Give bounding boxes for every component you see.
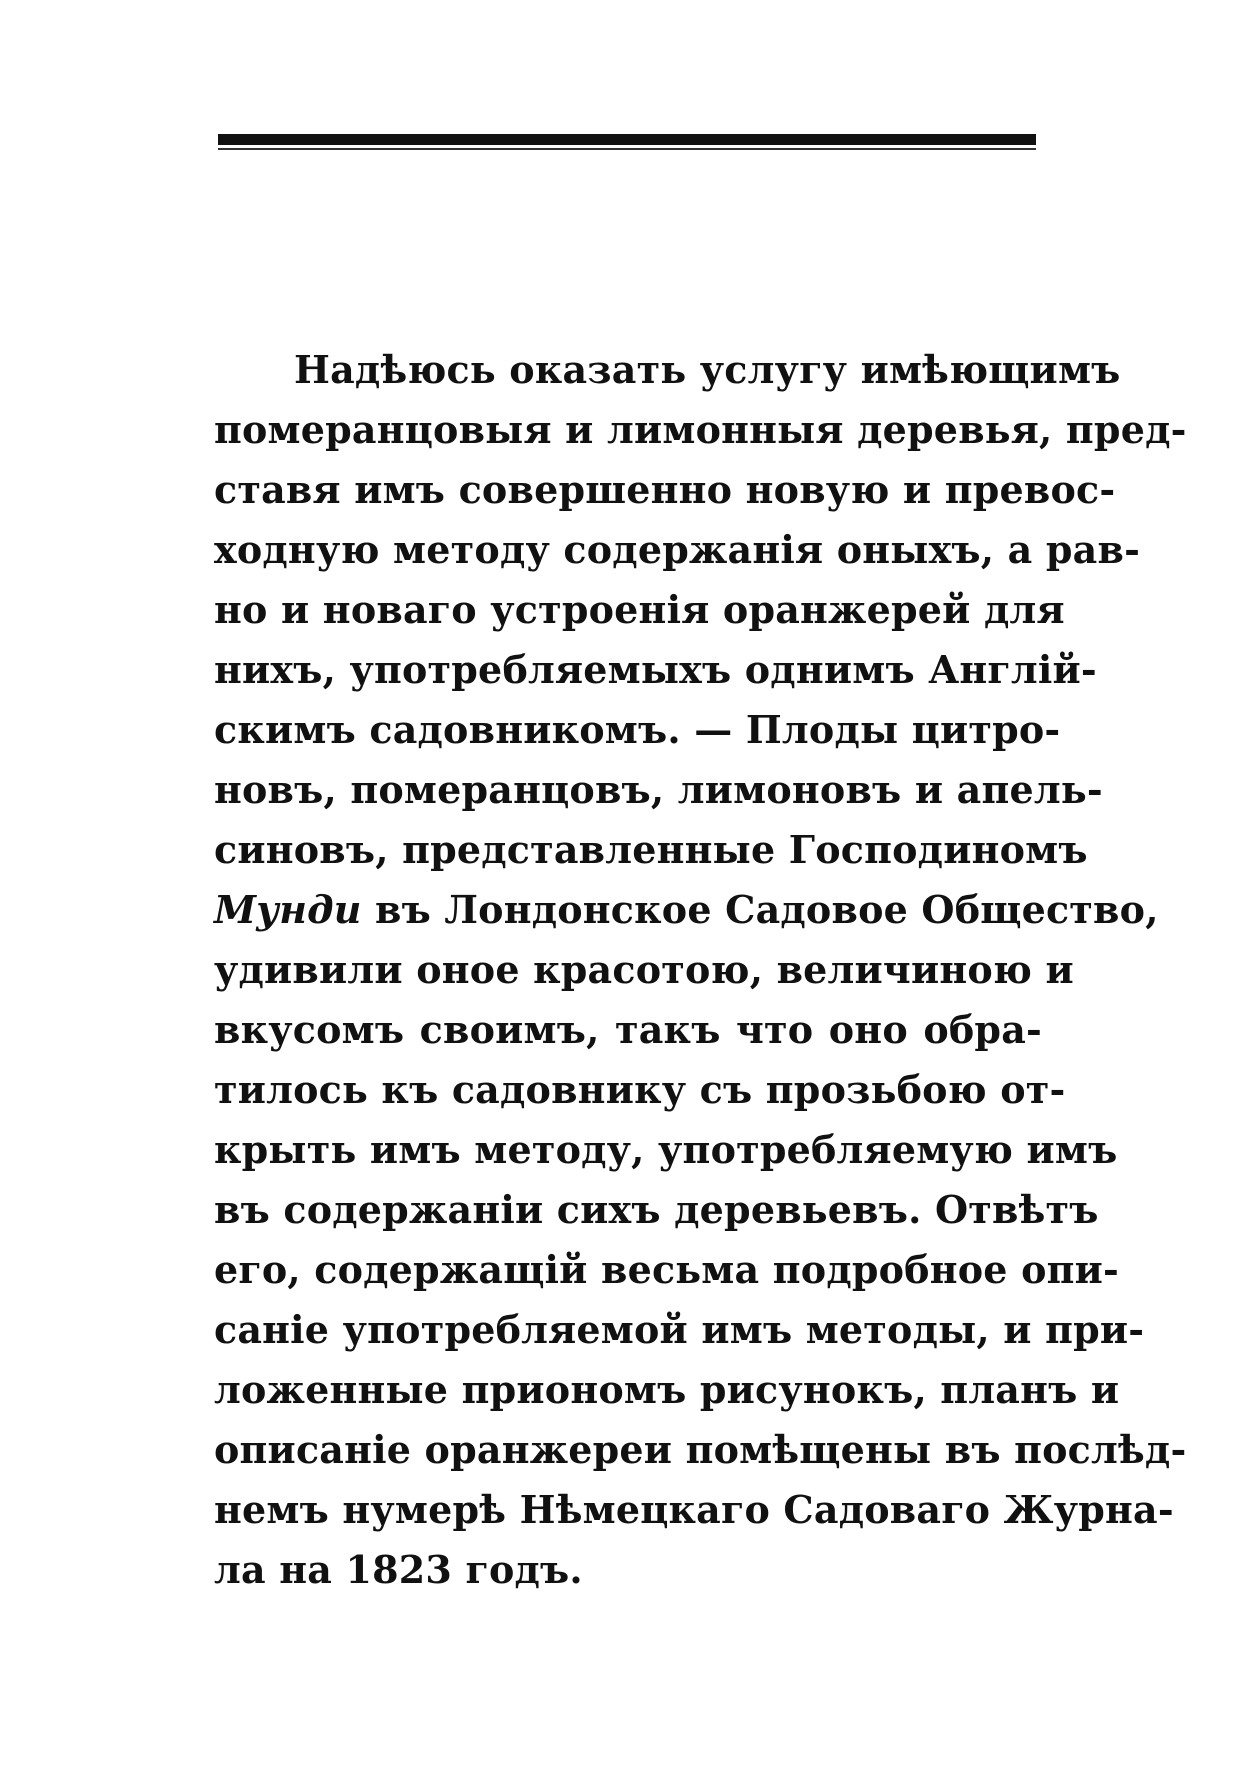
italic-name: Мунди (214, 887, 362, 932)
text-line: ла на 1823 годъ. (214, 1547, 583, 1592)
text-line: вкусомъ своимъ, такъ что оно обра- (214, 1007, 1042, 1052)
text-line: нихъ, употребляемыхъ однимъ Англій- (214, 647, 1097, 692)
text-line: немъ нумерѣ Нѣмецкаго Садоваго Журна- (214, 1487, 1174, 1532)
text-line: саніе употребляемой имъ методы, и при- (214, 1307, 1145, 1352)
body-paragraph (214, 340, 1187, 1600)
text-line: ложенные приономъ рисунокъ, планъ и (214, 1367, 1120, 1412)
text-line: новъ, померанцовъ, лимоновъ и апель- (214, 767, 1103, 812)
text-line: но и новаго устроенія оранжерей для (214, 587, 1065, 632)
text-line: скимъ садовникомъ. — Плоды цитро- (214, 707, 1061, 752)
text-line: померанцовыя и лимонныя деревья, пред- (214, 407, 1187, 452)
text-line: Надѣюсь оказать услугу имѣющимъ (294, 347, 1121, 392)
text-line: крыть имъ методу, употребляемую имъ (214, 1127, 1118, 1172)
text-line: удивили оное красотою, величиною и (214, 947, 1074, 992)
text-line: описаніе оранжереи помѣщены въ послѣд- (214, 1427, 1187, 1472)
text-line: его, содержащій весьма подробное опи- (214, 1247, 1119, 1292)
text-line: ставя имъ совершенно новую и превос- (214, 467, 1116, 512)
text-line: ходную методу содержанія оныхъ, а рав- (214, 527, 1141, 572)
text-line (214, 880, 1159, 940)
text-line: въ содержаніи сихъ деревьевъ. Отвѣтъ (214, 1187, 1099, 1232)
text-line: синовъ, представленные Господиномъ (214, 827, 1088, 872)
text-line-rest: въ Лондонское Садовое Общество, (361, 887, 1159, 932)
text-line: тилось къ садовнику съ прозьбою от- (214, 1067, 1066, 1112)
header-rule (218, 134, 1036, 145)
header-rule-thin (218, 148, 1036, 150)
